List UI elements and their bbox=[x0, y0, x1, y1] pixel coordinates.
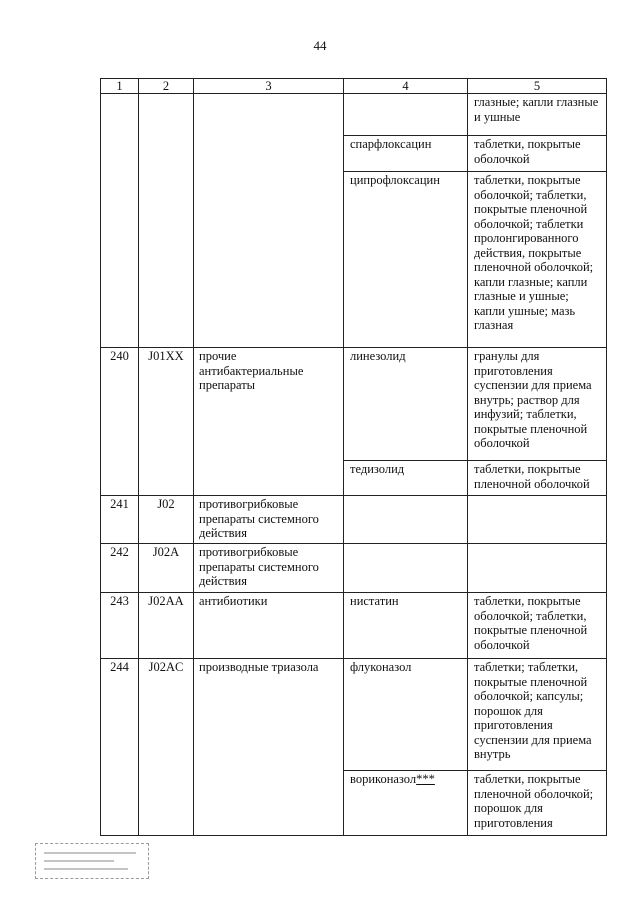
column-header: 2 bbox=[139, 79, 194, 94]
group-name-cell: антибиотики bbox=[194, 593, 344, 659]
drug-name-cell bbox=[344, 544, 468, 593]
drug-name: вориконазол bbox=[350, 772, 417, 786]
group-name-cell: противогрибковые препараты системного действия bbox=[194, 544, 344, 593]
restriction-mark: *** bbox=[416, 772, 435, 786]
row-number-cell: 242 bbox=[101, 544, 139, 593]
drug-name-cell: флуконазол bbox=[344, 659, 468, 771]
drug-name-cell bbox=[344, 771, 468, 836]
table-row bbox=[101, 544, 607, 593]
column-header: 5 bbox=[468, 79, 607, 94]
drug-name-cell: нистатин bbox=[344, 593, 468, 659]
column-header-row bbox=[101, 79, 607, 94]
column-header: 1 bbox=[101, 79, 139, 94]
group-name-cell: прочие антибактериальные препараты bbox=[194, 348, 344, 496]
dosage-form-cell bbox=[468, 496, 607, 544]
table-row bbox=[101, 496, 607, 544]
atc-code-cell: J02AA bbox=[139, 593, 194, 659]
dosage-form-cell bbox=[468, 544, 607, 593]
row-number-cell bbox=[101, 94, 139, 348]
drug-name-cell: тедизолид bbox=[344, 461, 468, 496]
column-header: 3 bbox=[194, 79, 344, 94]
group-name-cell: производные триазола bbox=[194, 659, 344, 836]
atc-code-cell: J02 bbox=[139, 496, 194, 544]
table-row bbox=[101, 659, 607, 771]
dosage-form-cell: таблетки; таблетки, покрытые пленочной оболочкой; капсулы; порошок для приготовления суспензии для приема внутрь bbox=[468, 659, 607, 771]
group-name-cell bbox=[194, 94, 344, 348]
row-number-cell: 241 bbox=[101, 496, 139, 544]
table-row bbox=[101, 348, 607, 461]
drug-table bbox=[100, 78, 607, 836]
atc-code-cell bbox=[139, 94, 194, 348]
page-number: 44 bbox=[313, 38, 327, 53]
drug-name-cell: спарфлоксацин bbox=[344, 136, 468, 172]
row-number-cell: 240 bbox=[101, 348, 139, 496]
atc-code-cell: J02AC bbox=[139, 659, 194, 836]
dosage-form-cell: таблетки, покрытые пленочной оболочкой bbox=[468, 461, 607, 496]
drug-name-cell bbox=[344, 94, 468, 136]
column-header: 4 bbox=[344, 79, 468, 94]
table-row bbox=[101, 593, 607, 659]
drug-name-cell bbox=[344, 496, 468, 544]
atc-code-cell: J02A bbox=[139, 544, 194, 593]
dosage-form-cell: таблетки, покрытые оболочкой; таблетки, покрытые пленочной оболочкой; таблетки пролонгированного действия, покрытые пленочной оболочкой; капли глазные; капли глазные и ушные; капли ушные; мазь глазная bbox=[468, 172, 607, 348]
registration-stamp bbox=[35, 843, 149, 879]
row-number-cell: 243 bbox=[101, 593, 139, 659]
row-number-cell: 244 bbox=[101, 659, 139, 836]
drug-name-cell: ципрофлоксацин bbox=[344, 172, 468, 348]
table-row bbox=[101, 94, 607, 136]
dosage-form-cell: гранулы для приготовления суспензии для приема внутрь; раствор для инфузий; таблетки, покрытые пленочной оболочкой bbox=[468, 348, 607, 461]
dosage-form-cell: таблетки, покрытые оболочкой; таблетки, покрытые пленочной оболочкой bbox=[468, 593, 607, 659]
dosage-form-cell: таблетки, покрытые оболочкой bbox=[468, 136, 607, 172]
group-name-cell: противогрибковые препараты системного действия bbox=[194, 496, 344, 544]
dosage-form-cell: глазные; капли глазные и ушные bbox=[468, 94, 607, 136]
drug-name-cell: линезолид bbox=[344, 348, 468, 461]
atc-code-cell: J01XX bbox=[139, 348, 194, 496]
dosage-form-cell: таблетки, покрытые пленочной оболочкой; порошок для приготовления bbox=[468, 771, 607, 836]
